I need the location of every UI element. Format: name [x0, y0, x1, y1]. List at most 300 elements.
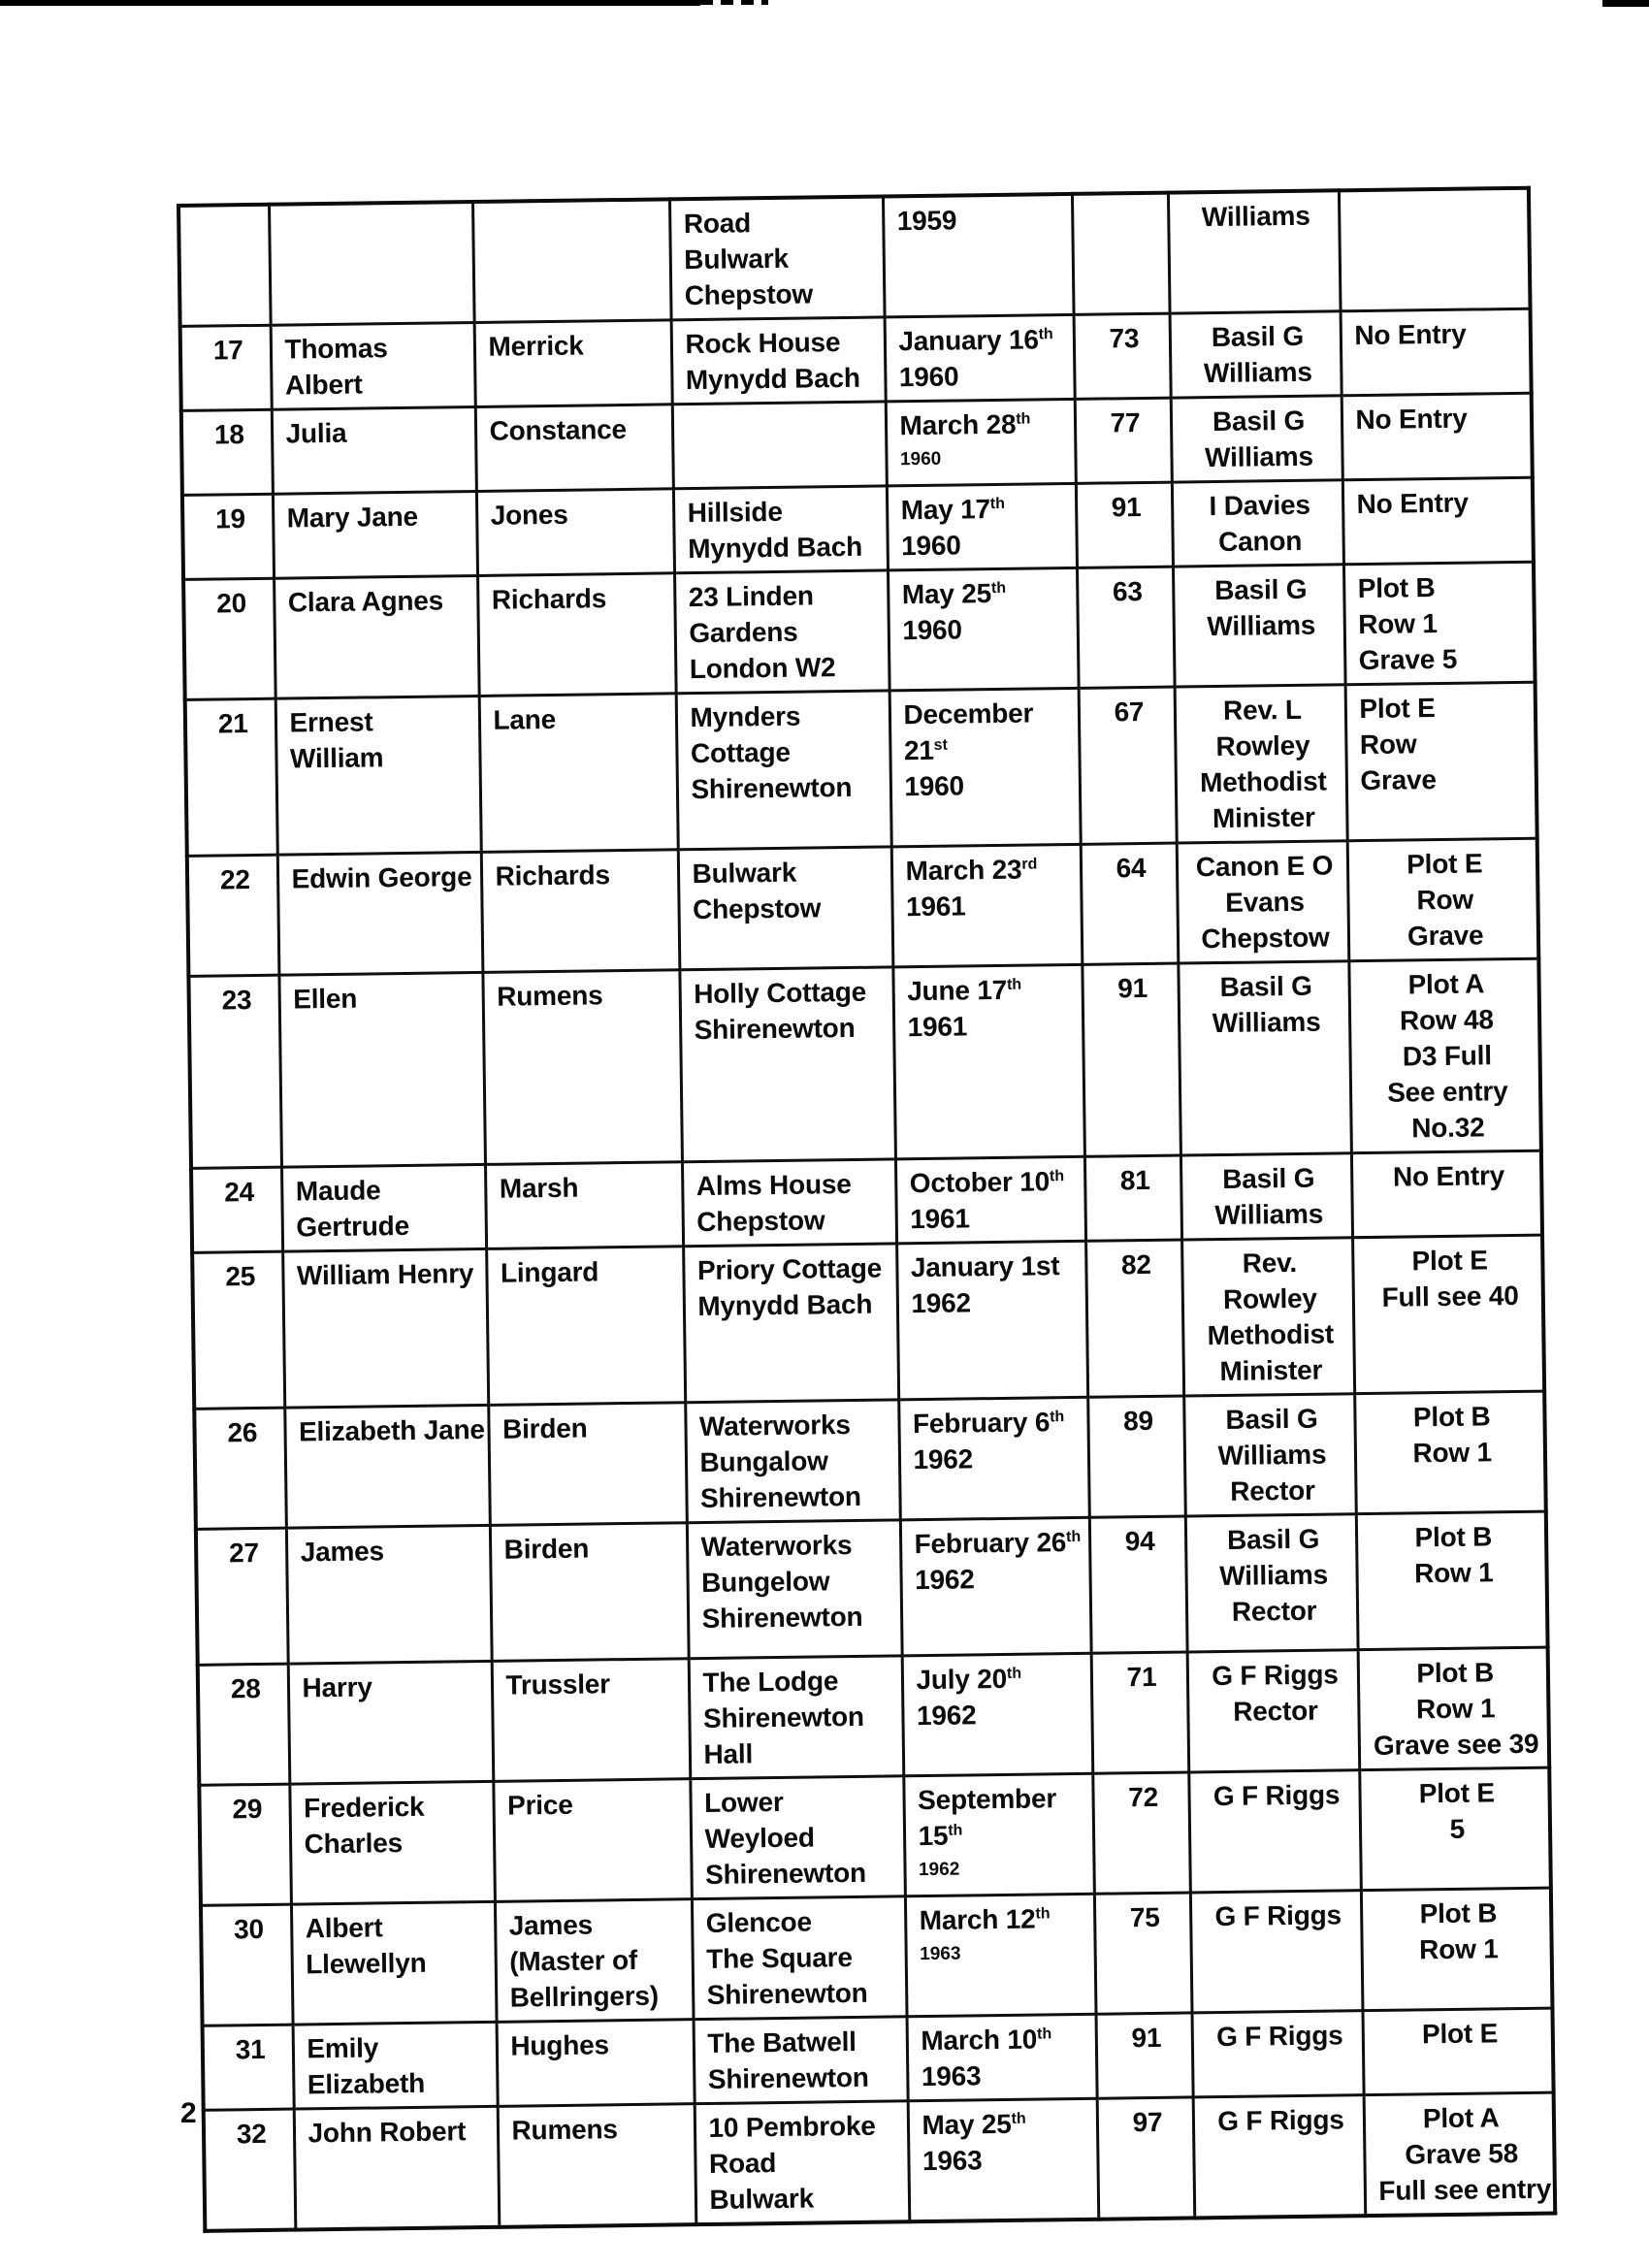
cell-entry-number: 28	[198, 1664, 290, 1785]
cell-entry-number: 25	[192, 1251, 284, 1409]
text-segment: Elizabeth Jane	[298, 1413, 485, 1447]
cell-entry-number: 29	[199, 1784, 291, 1905]
date-line	[899, 405, 1065, 443]
text-segment: Rev.	[1242, 1247, 1298, 1279]
text-segment: G F Riggs	[1212, 1779, 1341, 1812]
cell-surname	[481, 850, 680, 973]
text-line	[686, 360, 876, 399]
cell-age: 63	[1077, 567, 1175, 688]
text-segment: Frederick	[303, 1791, 425, 1824]
text-segment: Bulwark	[684, 243, 790, 275]
text-segment: G F Riggs	[1212, 1659, 1339, 1692]
cell-entry-number: 23	[188, 975, 281, 1168]
ordinal-superscript: th	[1016, 410, 1031, 428]
cell-age: 75	[1094, 1893, 1192, 2014]
text-segment: 1962	[911, 1287, 972, 1319]
text-segment: No.32	[1411, 1112, 1485, 1144]
text-line	[692, 854, 882, 892]
text-line	[685, 275, 875, 314]
cell-entry-number: 32	[204, 2109, 296, 2231]
text-line	[1362, 881, 1529, 919]
cell-surname	[479, 694, 678, 853]
text-segment: James	[508, 1909, 594, 1941]
cell-plot	[1345, 682, 1537, 841]
text-segment: Plot E	[1406, 848, 1483, 880]
text-line	[1359, 689, 1526, 727]
text-line	[511, 2110, 685, 2148]
text-segment: 1960	[904, 770, 965, 802]
text-segment: Bellringers)	[509, 1980, 660, 2013]
text-segment: Merrick	[488, 330, 584, 362]
text-segment: Chepstow	[1201, 922, 1330, 955]
cell-age: 82	[1085, 1240, 1183, 1397]
cell-plot	[1354, 1391, 1546, 1514]
cell-entry-number: 17	[180, 325, 272, 410]
text-line	[1378, 2135, 1545, 2173]
text-segment: Shirenewton	[699, 1480, 862, 1514]
text-line	[307, 2028, 487, 2066]
text-segment: Mynydd Bach	[685, 362, 860, 396]
text-line	[1200, 1592, 1347, 1630]
text-line	[1206, 2017, 1353, 2055]
text-line	[503, 1529, 677, 1567]
text-segment: I Davies	[1209, 489, 1310, 522]
text-segment: Basil G	[1212, 405, 1306, 437]
text-segment: No Entry	[1356, 487, 1469, 520]
text-line	[1372, 1654, 1538, 1692]
text-line	[290, 738, 470, 776]
text-segment: 10 Pembroke	[708, 2110, 876, 2143]
cell-burial-date	[905, 1894, 1096, 2017]
text-line	[1192, 1003, 1340, 1041]
cell-burial-date	[891, 844, 1083, 967]
text-line	[700, 1526, 890, 1565]
text-line	[691, 769, 881, 808]
cell-forenames	[281, 1164, 486, 1251]
text-segment: Plot E	[1418, 1777, 1496, 1809]
text-line	[1369, 1398, 1536, 1436]
cell-forenames	[271, 322, 475, 409]
text-segment: Canon	[1217, 525, 1303, 557]
text-line	[287, 498, 468, 535]
text-segment: 1961	[910, 1203, 970, 1235]
text-segment: James	[300, 1536, 385, 1568]
text-line	[707, 2023, 897, 2061]
cell-plot	[1362, 2008, 1553, 2095]
cell-forenames	[273, 491, 477, 578]
cell-plot	[1348, 958, 1541, 1153]
text-line	[1378, 2171, 1552, 2209]
ordinal-superscript: th	[990, 579, 1007, 598]
text-line	[509, 1941, 683, 1979]
cell-address	[683, 1244, 898, 1403]
text-segment: Plot E	[1421, 2018, 1499, 2050]
cell-forenames	[272, 406, 476, 494]
text-line	[1201, 1656, 1348, 1694]
cell-burial-date	[903, 1773, 1094, 1896]
text-line	[708, 2058, 898, 2097]
text-line	[1364, 1073, 1531, 1111]
text-segment: John Robert	[307, 2116, 467, 2149]
text-segment: Jones	[490, 499, 568, 531]
text-line	[1192, 967, 1340, 1005]
text-line	[288, 582, 469, 620]
text-segment: Rumens	[497, 980, 603, 1012]
text-line	[689, 613, 879, 652]
text-segment: February 6	[912, 1407, 1051, 1440]
cell-address	[676, 691, 891, 850]
text-line	[1358, 568, 1525, 606]
text-segment: Rector	[1232, 1695, 1318, 1727]
text-segment: Bulwark	[709, 2183, 815, 2215]
cell-surname	[495, 1899, 694, 2023]
text-segment: March 12	[919, 1903, 1036, 1936]
text-line	[690, 697, 880, 736]
cell-entry-number: 26	[194, 1408, 286, 1529]
text-segment: Shirenewton	[694, 1012, 856, 1046]
text-line	[697, 1285, 888, 1324]
text-segment: 1961	[907, 1011, 968, 1043]
text-segment: Williams	[1203, 356, 1312, 389]
text-segment: Gertrude	[296, 1210, 410, 1243]
text-line	[1195, 1195, 1342, 1233]
text-line	[497, 976, 670, 1014]
text-line	[1375, 1930, 1542, 1968]
text-line	[685, 324, 875, 363]
date-line	[918, 1816, 1083, 1854]
text-segment: Shirenewton	[691, 771, 853, 805]
text-segment: 23 Linden	[688, 580, 814, 613]
cell-age: 64	[1081, 843, 1179, 964]
cell-burial-date	[895, 1156, 1085, 1244]
text-line	[1188, 691, 1336, 729]
text-segment: Plot B	[1412, 1401, 1491, 1433]
ordinal-superscript: rd	[1021, 856, 1038, 873]
text-line	[1355, 400, 1522, 437]
cell-forenames	[294, 2106, 500, 2229]
text-segment: 1963	[921, 2060, 982, 2092]
text-segment: Richards	[491, 583, 607, 615]
cell-officiant	[1177, 841, 1349, 963]
cell-surname	[490, 1523, 689, 1662]
date-line	[904, 766, 1070, 804]
cell-forenames	[282, 1248, 488, 1408]
text-line	[1203, 1776, 1350, 1814]
text-segment: Alms House	[695, 1168, 852, 1202]
text-segment: Row 1	[1418, 1933, 1499, 1965]
text-line	[300, 1532, 480, 1570]
text-line	[1190, 847, 1338, 885]
date-line	[921, 2021, 1086, 2058]
text-segment: Glencoe	[705, 1906, 813, 1939]
cell-burial-date	[887, 483, 1077, 570]
text-line	[1196, 1244, 1343, 1281]
cell-address	[674, 570, 889, 694]
text-line	[304, 1788, 484, 1826]
text-line	[688, 529, 878, 567]
text-line	[706, 1938, 896, 1977]
cell-surname	[497, 2020, 695, 2107]
text-line	[1182, 197, 1330, 235]
text-line	[488, 326, 662, 364]
text-segment: William Henry	[296, 1258, 474, 1291]
text-line	[1185, 486, 1333, 524]
cell-forenames	[289, 1781, 495, 1904]
cell-plot	[1364, 2092, 1556, 2216]
ordinal-superscript: th	[1006, 1665, 1022, 1682]
text-segment: Lower	[703, 1786, 784, 1819]
table-row	[185, 682, 1537, 856]
text-line	[1207, 2101, 1354, 2139]
text-segment: Mary Jane	[286, 501, 419, 534]
text-line	[694, 974, 884, 1013]
text-segment: 21	[903, 734, 934, 766]
cell-officiant	[1183, 1394, 1356, 1516]
text-line	[700, 1477, 890, 1516]
date-line	[914, 1524, 1080, 1562]
text-segment: Chepstow	[696, 1205, 825, 1238]
cell-plot	[1356, 1511, 1548, 1650]
text-segment: Edwin George	[291, 861, 472, 894]
text-segment: Rowley	[1222, 1282, 1317, 1314]
text-line	[1200, 1556, 1347, 1594]
text-segment: Williams	[1212, 1006, 1321, 1039]
cell-surname	[485, 1162, 683, 1249]
text-segment: 1962	[914, 1564, 975, 1596]
cell-officiant	[1173, 565, 1345, 687]
cell-plot	[1358, 1647, 1550, 1770]
cell-age: 67	[1079, 687, 1177, 844]
text-line	[306, 1908, 486, 1946]
text-segment: March 10	[921, 2024, 1038, 2057]
cell-entry-number: 31	[203, 2025, 294, 2110]
text-segment: Williams	[1217, 1439, 1327, 1472]
text-line	[1363, 1001, 1530, 1039]
text-line	[687, 493, 877, 532]
text-segment: Richards	[495, 859, 611, 891]
text-segment: Emily	[307, 2032, 379, 2064]
text-line	[704, 1818, 894, 1857]
text-segment: Waterworks	[698, 1409, 851, 1442]
cell-address	[685, 1400, 900, 1523]
text-line	[307, 2113, 488, 2151]
cell-address	[678, 847, 893, 970]
text-segment: 1960	[898, 361, 959, 393]
text-segment: Williams	[1214, 1198, 1324, 1231]
cell-age: 91	[1096, 2013, 1193, 2098]
text-line	[684, 240, 874, 278]
text-segment: September	[917, 1783, 1057, 1816]
text-segment: Plot A	[1407, 968, 1485, 1000]
text-segment: Basil G	[1225, 1403, 1318, 1435]
text-line	[493, 699, 666, 737]
text-line	[495, 856, 668, 893]
text-segment: No Entry	[1354, 318, 1467, 351]
text-line	[1198, 1436, 1345, 1474]
text-segment: Marsh	[499, 1172, 579, 1204]
text-segment: Full see entry	[1378, 2173, 1552, 2206]
cell-burial-date	[888, 567, 1079, 691]
table-row	[201, 1888, 1553, 2025]
text-segment: Bungalow	[699, 1445, 828, 1478]
date-line	[916, 1660, 1082, 1698]
text-segment: Mynydd Bach	[697, 1288, 873, 1322]
text-segment: Shirenewton	[701, 1601, 863, 1635]
text-segment: Plot B	[1414, 1521, 1493, 1553]
text-line	[1364, 1037, 1531, 1075]
text-segment: Hillside	[687, 496, 783, 529]
text-line	[1367, 1278, 1534, 1315]
cell-address	[672, 402, 887, 489]
text-line	[509, 1977, 683, 2015]
cell-forenames	[278, 972, 485, 1167]
date-line	[902, 610, 1068, 648]
text-line	[297, 1255, 477, 1293]
text-segment: Row	[1416, 884, 1474, 916]
text-segment: Grave see 39	[1373, 1728, 1539, 1761]
text-line	[699, 1442, 889, 1480]
text-segment: 1962	[916, 1700, 977, 1732]
text-segment: Charles	[304, 1828, 404, 1860]
text-line	[693, 890, 883, 928]
text-line	[708, 2107, 898, 2146]
text-segment: Shirenewton	[704, 1857, 867, 1891]
cell-officiant	[1180, 1153, 1352, 1240]
text-line	[1191, 883, 1339, 921]
cell-officiant	[1170, 311, 1342, 398]
text-segment: May 17	[900, 494, 991, 526]
text-segment: March 28	[899, 408, 1017, 441]
cell-entry-number: 24	[191, 1167, 282, 1252]
cell-officiant	[1193, 2095, 1366, 2219]
cell-surname	[486, 1247, 685, 1406]
text-line	[307, 2064, 488, 2102]
text-line	[1186, 522, 1334, 560]
cell-burial-date	[908, 2098, 1099, 2221]
table-row	[194, 1391, 1546, 1529]
text-segment: Hall	[703, 1738, 754, 1770]
text-line	[1374, 1895, 1541, 1932]
cell-address	[695, 2101, 910, 2224]
text-line	[1363, 965, 1530, 1003]
cell-officiant	[1172, 480, 1343, 567]
text-line	[505, 1665, 679, 1702]
cell-officiant	[1188, 1770, 1361, 1893]
burial-register-table	[177, 186, 1557, 2233]
date-line	[907, 1007, 1073, 1045]
text-line	[709, 2179, 899, 2218]
text-line	[298, 1411, 485, 1449]
text-segment: No Entry	[1355, 403, 1468, 436]
date-line	[919, 1852, 1084, 1882]
text-segment: Rector	[1231, 1595, 1317, 1627]
text-line	[694, 1010, 884, 1049]
text-segment: G F Riggs	[1217, 2104, 1344, 2137]
cell-officiant	[1185, 1514, 1358, 1652]
text-line	[507, 1785, 681, 1823]
cell-surname	[482, 970, 682, 1165]
text-line	[1199, 1520, 1346, 1558]
text-line	[703, 1733, 893, 1772]
text-line	[690, 649, 880, 688]
cell-forenames	[274, 575, 479, 698]
cell-surname	[493, 1779, 692, 1902]
text-line	[1184, 353, 1332, 391]
text-line	[1369, 1434, 1536, 1472]
scan-artifact-top-dashes	[700, 0, 768, 5]
cell-plot	[1343, 562, 1536, 685]
cell-age: 89	[1087, 1396, 1185, 1517]
text-segment: Full see 40	[1381, 1280, 1519, 1312]
cell-age: 91	[1082, 963, 1180, 1156]
cell-age: 91	[1076, 482, 1173, 567]
cell-plot	[1341, 308, 1532, 396]
cell-plot	[1352, 1235, 1544, 1394]
date-line	[922, 2057, 1087, 2094]
cell-officiant	[1190, 1891, 1363, 2013]
text-line	[296, 1207, 476, 1245]
text-line	[701, 1562, 891, 1601]
text-segment: The Lodge	[702, 1666, 839, 1699]
text-line	[1197, 1315, 1344, 1353]
cell-age	[1072, 193, 1170, 315]
text-segment: Methodist	[1199, 765, 1327, 798]
text-segment: Gardens	[689, 616, 798, 649]
text-segment: Chepstow	[692, 892, 822, 925]
text-line	[706, 1902, 896, 1941]
cell-burial-date	[902, 1653, 1093, 1776]
text-line	[306, 1944, 486, 1982]
text-segment: Shirenewton	[707, 2061, 869, 2094]
cell-entry-number: 18	[181, 409, 273, 495]
cell-surname	[498, 2104, 696, 2227]
text-line	[1376, 2015, 1543, 2053]
text-segment: Mynydd Bach	[687, 531, 863, 565]
cell-plot	[1361, 1888, 1553, 2011]
ordinal-superscript: th	[989, 495, 1006, 513]
text-segment: Basil G	[1226, 1523, 1320, 1555]
text-segment: London W2	[689, 652, 836, 685]
table-row	[196, 1511, 1548, 1665]
cell-plot	[1359, 1767, 1551, 1891]
date-line	[922, 2105, 1087, 2143]
text-line	[699, 1406, 889, 1444]
text-segment: May 25	[901, 578, 992, 610]
text-line	[1373, 1690, 1539, 1728]
text-line	[1365, 1109, 1532, 1147]
cell-plot	[1342, 393, 1533, 480]
cell-burial-date	[900, 1517, 1091, 1656]
text-line	[296, 1171, 476, 1209]
cell-age: 73	[1074, 313, 1171, 399]
text-segment: Maude	[295, 1175, 381, 1207]
cell-address	[690, 1776, 905, 1899]
ordinal-superscript: th	[1011, 2110, 1026, 2127]
text-line	[1362, 917, 1529, 955]
text-line	[302, 1668, 482, 1705]
cell-burial-date	[889, 688, 1081, 847]
text-line	[293, 979, 473, 1017]
text-segment: 1962	[913, 1443, 974, 1475]
text-segment: Lingard	[500, 1256, 599, 1288]
date-line	[918, 1780, 1083, 1818]
text-line	[706, 1974, 896, 2013]
text-segment: Grave	[1406, 920, 1484, 952]
text-segment: Williams	[1219, 1559, 1329, 1592]
text-segment: Ernest	[289, 706, 373, 738]
cell-entry-number: 30	[201, 1904, 293, 2025]
cell-officiant	[1187, 1650, 1360, 1772]
